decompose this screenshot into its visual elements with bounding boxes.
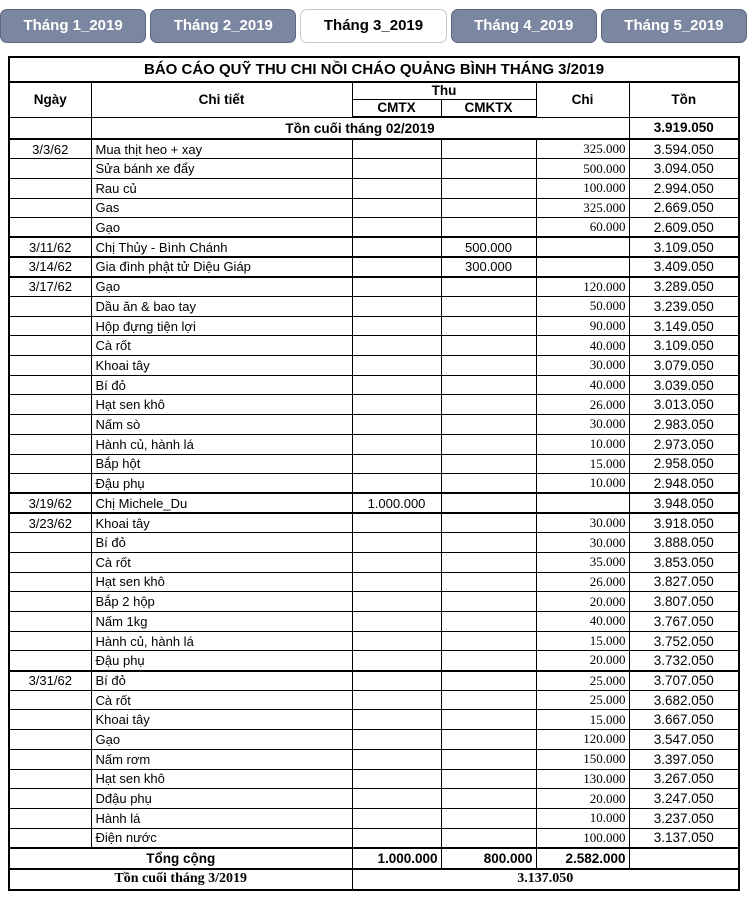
date-cell — [9, 316, 91, 336]
cmtx-cell — [352, 297, 441, 317]
chi-cell: 30.000 — [536, 356, 629, 376]
cmtx-cell — [352, 198, 441, 218]
totals-label: Tổng cộng — [9, 848, 352, 869]
table-row — [9, 297, 739, 317]
date-cell — [9, 434, 91, 454]
chi-cell: 100.000 — [536, 828, 629, 848]
table-row — [9, 592, 739, 612]
column-header-cmktx: CMKTX — [441, 99, 536, 117]
cmtx-cell — [352, 474, 441, 494]
column-header-ngay: Ngày — [9, 82, 91, 117]
cmtx-cell — [352, 651, 441, 671]
ton-cell: 2.669.050 — [629, 198, 739, 218]
cmktx-cell — [441, 552, 536, 572]
cmtx-cell — [352, 139, 441, 159]
chi-cell: 90.000 — [536, 316, 629, 336]
cmtx-cell — [352, 552, 441, 572]
chi-cell: 30.000 — [536, 415, 629, 435]
ton-cell: 3.397.050 — [629, 749, 739, 769]
detail-cell: Gạo — [91, 218, 352, 238]
ton-cell: 3.547.050 — [629, 730, 739, 750]
cmktx-cell — [441, 769, 536, 789]
date-cell — [9, 730, 91, 750]
ton-cell: 2.973.050 — [629, 434, 739, 454]
table-row — [9, 198, 739, 218]
detail-cell: Hạt sen khô — [91, 769, 352, 789]
cmtx-cell — [352, 434, 441, 454]
ton-cell: 3.239.050 — [629, 297, 739, 317]
detail-cell: Khoai tây — [91, 356, 352, 376]
table-row — [9, 828, 739, 848]
cmktx-cell — [441, 710, 536, 730]
date-cell: 3/14/62 — [9, 257, 91, 277]
table-row — [9, 237, 739, 257]
chi-cell: 100.000 — [536, 178, 629, 198]
cmktx-cell — [441, 592, 536, 612]
cmtx-cell — [352, 690, 441, 710]
date-cell: 3/17/62 — [9, 277, 91, 297]
detail-cell: Bí đỏ — [91, 533, 352, 553]
cmktx-cell — [441, 297, 536, 317]
chi-cell: 500.000 — [536, 159, 629, 179]
ton-cell: 2.983.050 — [629, 415, 739, 435]
table-row — [9, 730, 739, 750]
sheet-tab-th-ng-1-2019[interactable]: Tháng 1_2019 — [0, 9, 146, 43]
report-title: BÁO CÁO QUỸ THU CHI NỒI CHÁO QUẢNG BÌNH THÁNG 3/2019 — [9, 57, 739, 82]
cmtx-cell — [352, 237, 441, 257]
chi-cell: 20.000 — [536, 651, 629, 671]
table-row — [9, 375, 739, 395]
date-cell: 3/3/62 — [9, 139, 91, 159]
chi-cell: 35.000 — [536, 552, 629, 572]
cmtx-cell — [352, 218, 441, 238]
opening-balance-label: Tồn cuối tháng 02/2019 — [91, 117, 629, 139]
column-header-ton: Tồn — [629, 82, 739, 117]
detail-cell: Cà rốt — [91, 336, 352, 356]
column-header-thu: Thu — [352, 82, 536, 99]
ton-cell: 3.109.050 — [629, 237, 739, 257]
cmktx-cell — [441, 513, 536, 533]
chi-cell: 325.000 — [536, 198, 629, 218]
table-row — [9, 671, 739, 691]
ton-cell: 3.667.050 — [629, 710, 739, 730]
table-row — [9, 513, 739, 533]
chi-cell: 120.000 — [536, 277, 629, 297]
detail-cell: Dầu ăn & bao tay — [91, 297, 352, 317]
ton-cell: 3.149.050 — [629, 316, 739, 336]
detail-cell: Gạo — [91, 730, 352, 750]
detail-cell: Hành củ, hành lá — [91, 631, 352, 651]
date-cell — [9, 533, 91, 553]
table-row — [9, 415, 739, 435]
date-cell — [9, 828, 91, 848]
sheet-tab-bar — [0, 0, 747, 43]
ton-cell: 3.247.050 — [629, 789, 739, 809]
ton-cell: 3.948.050 — [629, 493, 739, 513]
table-row — [9, 552, 739, 572]
detail-cell: Chị Thủy - Bình Chánh — [91, 237, 352, 257]
date-cell — [9, 198, 91, 218]
cmktx-cell — [441, 139, 536, 159]
detail-cell: Chị Michele_Du — [91, 493, 352, 513]
detail-cell: Điện nước — [91, 828, 352, 848]
date-cell — [9, 690, 91, 710]
ton-cell: 3.918.050 — [629, 513, 739, 533]
cmktx-cell — [441, 218, 536, 238]
detail-cell: Gia đình phật tử Diệu Giáp — [91, 257, 352, 277]
detail-cell: Nấm sò — [91, 415, 352, 435]
ton-cell: 2.958.050 — [629, 454, 739, 474]
chi-cell: 40.000 — [536, 612, 629, 632]
date-cell — [9, 710, 91, 730]
empty-date-cell — [9, 117, 91, 139]
ton-cell: 2.948.050 — [629, 474, 739, 494]
chi-cell: 150.000 — [536, 749, 629, 769]
detail-cell: Bắp 2 hộp — [91, 592, 352, 612]
cmktx-cell — [441, 690, 536, 710]
table-row — [9, 493, 739, 513]
table-row — [9, 139, 739, 159]
cmtx-cell — [352, 454, 441, 474]
table-row — [9, 612, 739, 632]
table-row — [9, 690, 739, 710]
cmktx-cell: 500.000 — [441, 237, 536, 257]
cmtx-cell — [352, 808, 441, 828]
date-cell — [9, 789, 91, 809]
totals-cmtx: 1.000.000 — [352, 848, 441, 869]
cmtx-cell — [352, 730, 441, 750]
cmtx-cell — [352, 671, 441, 691]
ton-cell: 3.682.050 — [629, 690, 739, 710]
cmtx-cell — [352, 769, 441, 789]
ton-cell: 3.888.050 — [629, 533, 739, 553]
detail-cell: Khoai tây — [91, 710, 352, 730]
detail-cell: Khoai tây — [91, 513, 352, 533]
date-cell — [9, 769, 91, 789]
date-cell — [9, 178, 91, 198]
date-cell: 3/23/62 — [9, 513, 91, 533]
cmtx-cell — [352, 592, 441, 612]
cmktx-cell — [441, 415, 536, 435]
date-cell — [9, 159, 91, 179]
totals-row — [9, 848, 739, 869]
table-row — [9, 316, 739, 336]
sheet-tab-th-ng-5-2019[interactable]: Tháng 5_2019 — [601, 9, 747, 43]
chi-cell: 30.000 — [536, 533, 629, 553]
cmktx-cell — [441, 336, 536, 356]
cmtx-cell — [352, 828, 441, 848]
cmktx-cell — [441, 828, 536, 848]
chi-cell: 120.000 — [536, 730, 629, 750]
table-row — [9, 474, 739, 494]
cmktx-cell — [441, 493, 536, 513]
table-row — [9, 454, 739, 474]
chi-cell — [536, 493, 629, 513]
detail-cell: Hành lá — [91, 808, 352, 828]
cmktx-cell — [441, 454, 536, 474]
chi-cell: 30.000 — [536, 513, 629, 533]
cmktx-cell — [441, 474, 536, 494]
ton-cell: 3.594.050 — [629, 139, 739, 159]
date-cell — [9, 651, 91, 671]
date-cell: 3/31/62 — [9, 671, 91, 691]
date-cell — [9, 218, 91, 238]
date-cell — [9, 474, 91, 494]
detail-cell: Rau củ — [91, 178, 352, 198]
cmktx-cell — [441, 316, 536, 336]
date-cell — [9, 297, 91, 317]
chi-cell: 20.000 — [536, 592, 629, 612]
cmtx-cell — [352, 612, 441, 632]
sheet-tab-th-ng-3-2019[interactable]: Tháng 3_2019 — [300, 9, 446, 43]
detail-cell: Nấm 1kg — [91, 612, 352, 632]
table-row — [9, 336, 739, 356]
totals-ton — [629, 848, 739, 869]
cmktx-cell — [441, 612, 536, 632]
ton-cell: 3.237.050 — [629, 808, 739, 828]
detail-cell: Hạt sen khô — [91, 572, 352, 592]
chi-cell — [536, 237, 629, 257]
report-table — [8, 56, 740, 891]
ton-cell: 3.094.050 — [629, 159, 739, 179]
cmtx-cell: 1.000.000 — [352, 493, 441, 513]
table-row — [9, 533, 739, 553]
date-cell: 3/19/62 — [9, 493, 91, 513]
detail-cell: Gạo — [91, 277, 352, 297]
cmktx-cell — [441, 730, 536, 750]
chi-cell: 15.000 — [536, 631, 629, 651]
cmktx-cell — [441, 533, 536, 553]
totals-cmktx: 800.000 — [441, 848, 536, 869]
cmktx-cell — [441, 395, 536, 415]
opening-balance-value: 3.919.050 — [629, 117, 739, 139]
chi-cell: 10.000 — [536, 474, 629, 494]
ton-cell: 3.752.050 — [629, 631, 739, 651]
date-cell — [9, 592, 91, 612]
table-row — [9, 159, 739, 179]
chi-cell: 26.000 — [536, 395, 629, 415]
cmtx-cell — [352, 789, 441, 809]
ton-cell: 3.409.050 — [629, 257, 739, 277]
table-row — [9, 789, 739, 809]
chi-cell — [536, 257, 629, 277]
date-cell — [9, 415, 91, 435]
column-header-cmtx: CMTX — [352, 99, 441, 117]
cmktx-cell — [441, 375, 536, 395]
ton-cell: 3.013.050 — [629, 395, 739, 415]
date-cell — [9, 375, 91, 395]
ton-cell: 3.827.050 — [629, 572, 739, 592]
cmtx-cell — [352, 395, 441, 415]
cmktx-cell: 300.000 — [441, 257, 536, 277]
table-row — [9, 277, 739, 297]
date-cell — [9, 749, 91, 769]
ton-cell: 3.289.050 — [629, 277, 739, 297]
ton-cell: 3.853.050 — [629, 552, 739, 572]
detail-cell: Hành củ, hành lá — [91, 434, 352, 454]
ton-cell: 3.039.050 — [629, 375, 739, 395]
cmtx-cell — [352, 513, 441, 533]
date-cell — [9, 356, 91, 376]
date-cell: 3/11/62 — [9, 237, 91, 257]
cmtx-cell — [352, 749, 441, 769]
table-row — [9, 651, 739, 671]
table-row — [9, 395, 739, 415]
detail-cell: Hạt sen khô — [91, 395, 352, 415]
cmtx-cell — [352, 159, 441, 179]
cmtx-cell — [352, 710, 441, 730]
cmktx-cell — [441, 198, 536, 218]
chi-cell: 20.000 — [536, 789, 629, 809]
table-row — [9, 631, 739, 651]
chi-cell: 25.000 — [536, 671, 629, 691]
detail-cell: Dđậu phụ — [91, 789, 352, 809]
chi-cell: 40.000 — [536, 375, 629, 395]
chi-cell: 10.000 — [536, 434, 629, 454]
ton-cell: 3.707.050 — [629, 671, 739, 691]
cmtx-cell — [352, 572, 441, 592]
cmktx-cell — [441, 159, 536, 179]
detail-cell: Bí đỏ — [91, 671, 352, 691]
date-cell — [9, 336, 91, 356]
chi-cell: 15.000 — [536, 710, 629, 730]
cmktx-cell — [441, 651, 536, 671]
cmtx-cell — [352, 277, 441, 297]
chi-cell: 325.000 — [536, 139, 629, 159]
date-cell — [9, 631, 91, 651]
table-row — [9, 572, 739, 592]
column-header-chi: Chi — [536, 82, 629, 117]
cmktx-cell — [441, 749, 536, 769]
cmtx-cell — [352, 533, 441, 553]
cmktx-cell — [441, 356, 536, 376]
cmtx-cell — [352, 415, 441, 435]
chi-cell: 60.000 — [536, 218, 629, 238]
table-row — [9, 749, 739, 769]
table-row — [9, 257, 739, 277]
cmktx-cell — [441, 277, 536, 297]
detail-cell: Mua thịt heo + xay — [91, 139, 352, 159]
date-cell — [9, 454, 91, 474]
detail-cell: Sửa bánh xe đẩy — [91, 159, 352, 179]
table-row — [9, 769, 739, 789]
cmtx-cell — [352, 631, 441, 651]
ton-cell: 3.767.050 — [629, 612, 739, 632]
chi-cell: 130.000 — [536, 769, 629, 789]
cmktx-cell — [441, 631, 536, 651]
ton-cell: 2.994.050 — [629, 178, 739, 198]
chi-cell: 50.000 — [536, 297, 629, 317]
sheet-tab-th-ng-4-2019[interactable]: Tháng 4_2019 — [451, 9, 597, 43]
cmtx-cell — [352, 178, 441, 198]
ton-cell: 3.079.050 — [629, 356, 739, 376]
ton-cell: 3.267.050 — [629, 769, 739, 789]
ton-cell: 2.609.050 — [629, 218, 739, 238]
closing-balance-label: Tồn cuối tháng 3/2019 — [9, 869, 352, 890]
cmtx-cell — [352, 356, 441, 376]
detail-cell: Bí đỏ — [91, 375, 352, 395]
opening-balance-row — [9, 117, 739, 139]
cmtx-cell — [352, 257, 441, 277]
date-cell — [9, 612, 91, 632]
cmktx-cell — [441, 808, 536, 828]
chi-cell: 25.000 — [536, 690, 629, 710]
table-row — [9, 710, 739, 730]
detail-cell: Đậu phụ — [91, 651, 352, 671]
ton-cell: 3.137.050 — [629, 828, 739, 848]
cmktx-cell — [441, 178, 536, 198]
detail-cell: Cà rốt — [91, 552, 352, 572]
chi-cell: 40.000 — [536, 336, 629, 356]
closing-balance-value: 3.137.050 — [352, 869, 739, 890]
cmtx-cell — [352, 375, 441, 395]
date-cell — [9, 552, 91, 572]
cmktx-cell — [441, 671, 536, 691]
detail-cell: Hộp đựng tiện lợi — [91, 316, 352, 336]
date-cell — [9, 808, 91, 828]
closing-balance-row — [9, 869, 739, 890]
table-row — [9, 434, 739, 454]
date-cell — [9, 572, 91, 592]
date-cell — [9, 395, 91, 415]
ton-cell: 3.109.050 — [629, 336, 739, 356]
table-row — [9, 808, 739, 828]
detail-cell: Gas — [91, 198, 352, 218]
detail-cell: Đậu phụ — [91, 474, 352, 494]
cmktx-cell — [441, 789, 536, 809]
detail-cell: Nấm rơm — [91, 749, 352, 769]
sheet-tab-th-ng-2-2019[interactable]: Tháng 2_2019 — [150, 9, 296, 43]
cmktx-cell — [441, 572, 536, 592]
column-header-chi-tiet: Chi tiết — [91, 82, 352, 117]
chi-cell: 26.000 — [536, 572, 629, 592]
detail-cell: Bắp hột — [91, 454, 352, 474]
cmtx-cell — [352, 316, 441, 336]
cmtx-cell — [352, 336, 441, 356]
ton-cell: 3.732.050 — [629, 651, 739, 671]
detail-cell: Cà rốt — [91, 690, 352, 710]
ton-cell: 3.807.050 — [629, 592, 739, 612]
totals-chi: 2.582.000 — [536, 848, 629, 869]
table-row — [9, 356, 739, 376]
table-row — [9, 218, 739, 238]
chi-cell: 10.000 — [536, 808, 629, 828]
chi-cell: 15.000 — [536, 454, 629, 474]
cmktx-cell — [441, 434, 536, 454]
table-row — [9, 178, 739, 198]
